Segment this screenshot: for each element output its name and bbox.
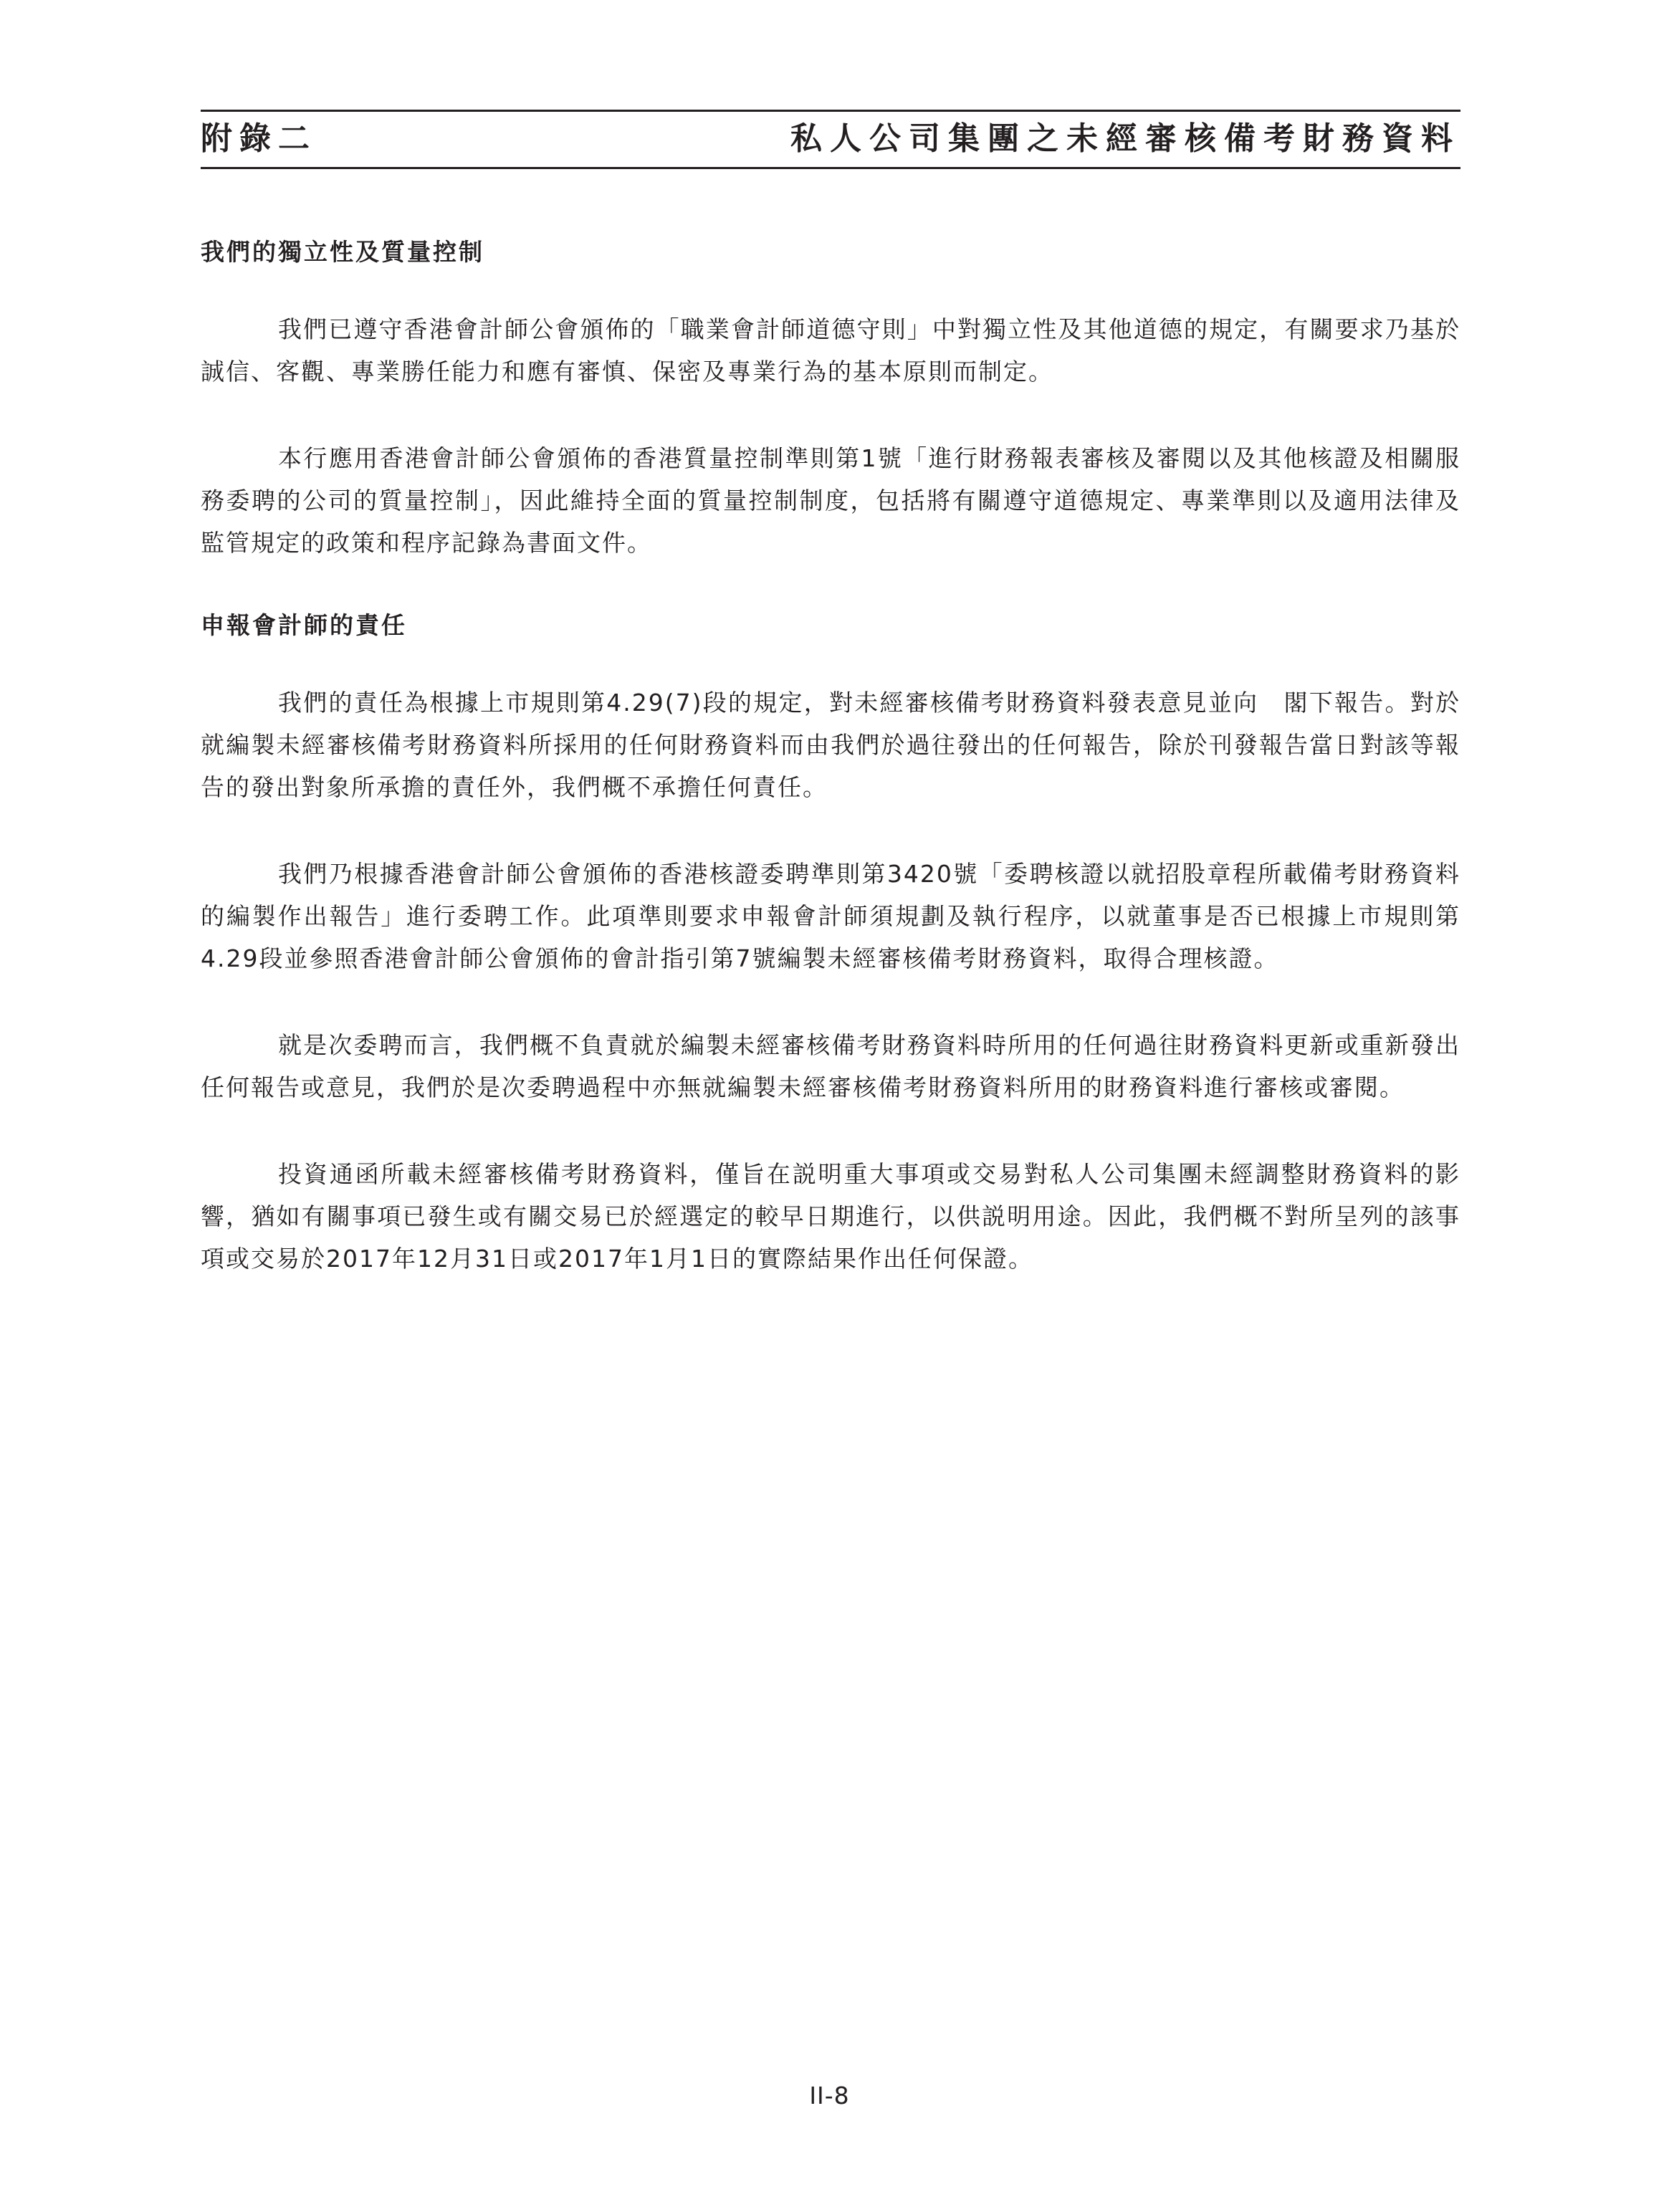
header-top-rule [201,110,1460,112]
page-number: II-8 [809,2082,850,2110]
body-paragraph: 本行應用香港會計師公會頒佈的香港質量控制準則第1號「進行財務報表審核及審閱以及其他核證及相關服務委聘的公司的質量控制」，因此維持全面的質量控制制度，包括將有關遵守道德規定、專業準則以及適用法律及監管規定的政策和程序記錄為書面文件。 [201,444,1460,557]
section-heading: 我們的獨立性及質量控制 [201,238,484,266]
body-paragraph: 我們已遵守香港會計師公會頒佈的「職業會計師道德守則」中對獨立性及其他道德的規定，有關要求乃基於誠信、客觀、專業勝任能力和應有審慎、保密及專業行為的基本原則而制定。 [201,315,1460,386]
document-body [201,236,1460,1280]
appendix-label: 附錄二 [201,120,317,157]
body-paragraph: 我們乃根據香港會計師公會頒佈的香港核證委聘準則第3420號「委聘核證以就招股章程所載備考財務資料的編製作出報告」進行委聘工作。此項準則要求申報會計師須規劃及執行程序，以就董事是否已根據上市規則第4.29段並參照香港會計師公會頒佈的會計指引第7號編製未經審核備考財務資料，取得合理核證。 [201,860,1460,972]
section-heading: 申報會計師的責任 [201,611,407,639]
appendix-title: 私人公司集團之未經審核備考財務資料 [790,120,1460,157]
body-paragraph: 我們的責任為根據上市規則第4.29(7)段的規定，對未經審核備考財務資料發表意見並向 閣下報告。對於就編製未經審核備考財務資料所採用的任何財務資料而由我們於過往發出的任何報告，除於刊發報告當日對該等報告的發出對象所承擔的責任外，我們概不承擔任何責任。 [201,689,1460,801]
body-paragraph: 投資通函所載未經審核備考財務資料，僅旨在説明重大事項或交易對私人公司集團未經調整財務資料的影響，猶如有關事項已發生或有關交易已於經選定的較早日期進行，以供説明用途。因此，我們概不對所呈列的該事項或交易於2017年12月31日或2017年1月1日的實際結果作出任何保證。 [201,1160,1460,1273]
header-bottom-rule [201,167,1460,169]
body-paragraph: 就是次委聘而言，我們概不負責就於編製未經審核備考財務資料時所用的任何過往財務資料更新或重新發出任何報告或意見，我們於是次委聘過程中亦無就編製未經審核備考財務資料所用的財務資料進行審核或審閱。 [201,1031,1460,1101]
